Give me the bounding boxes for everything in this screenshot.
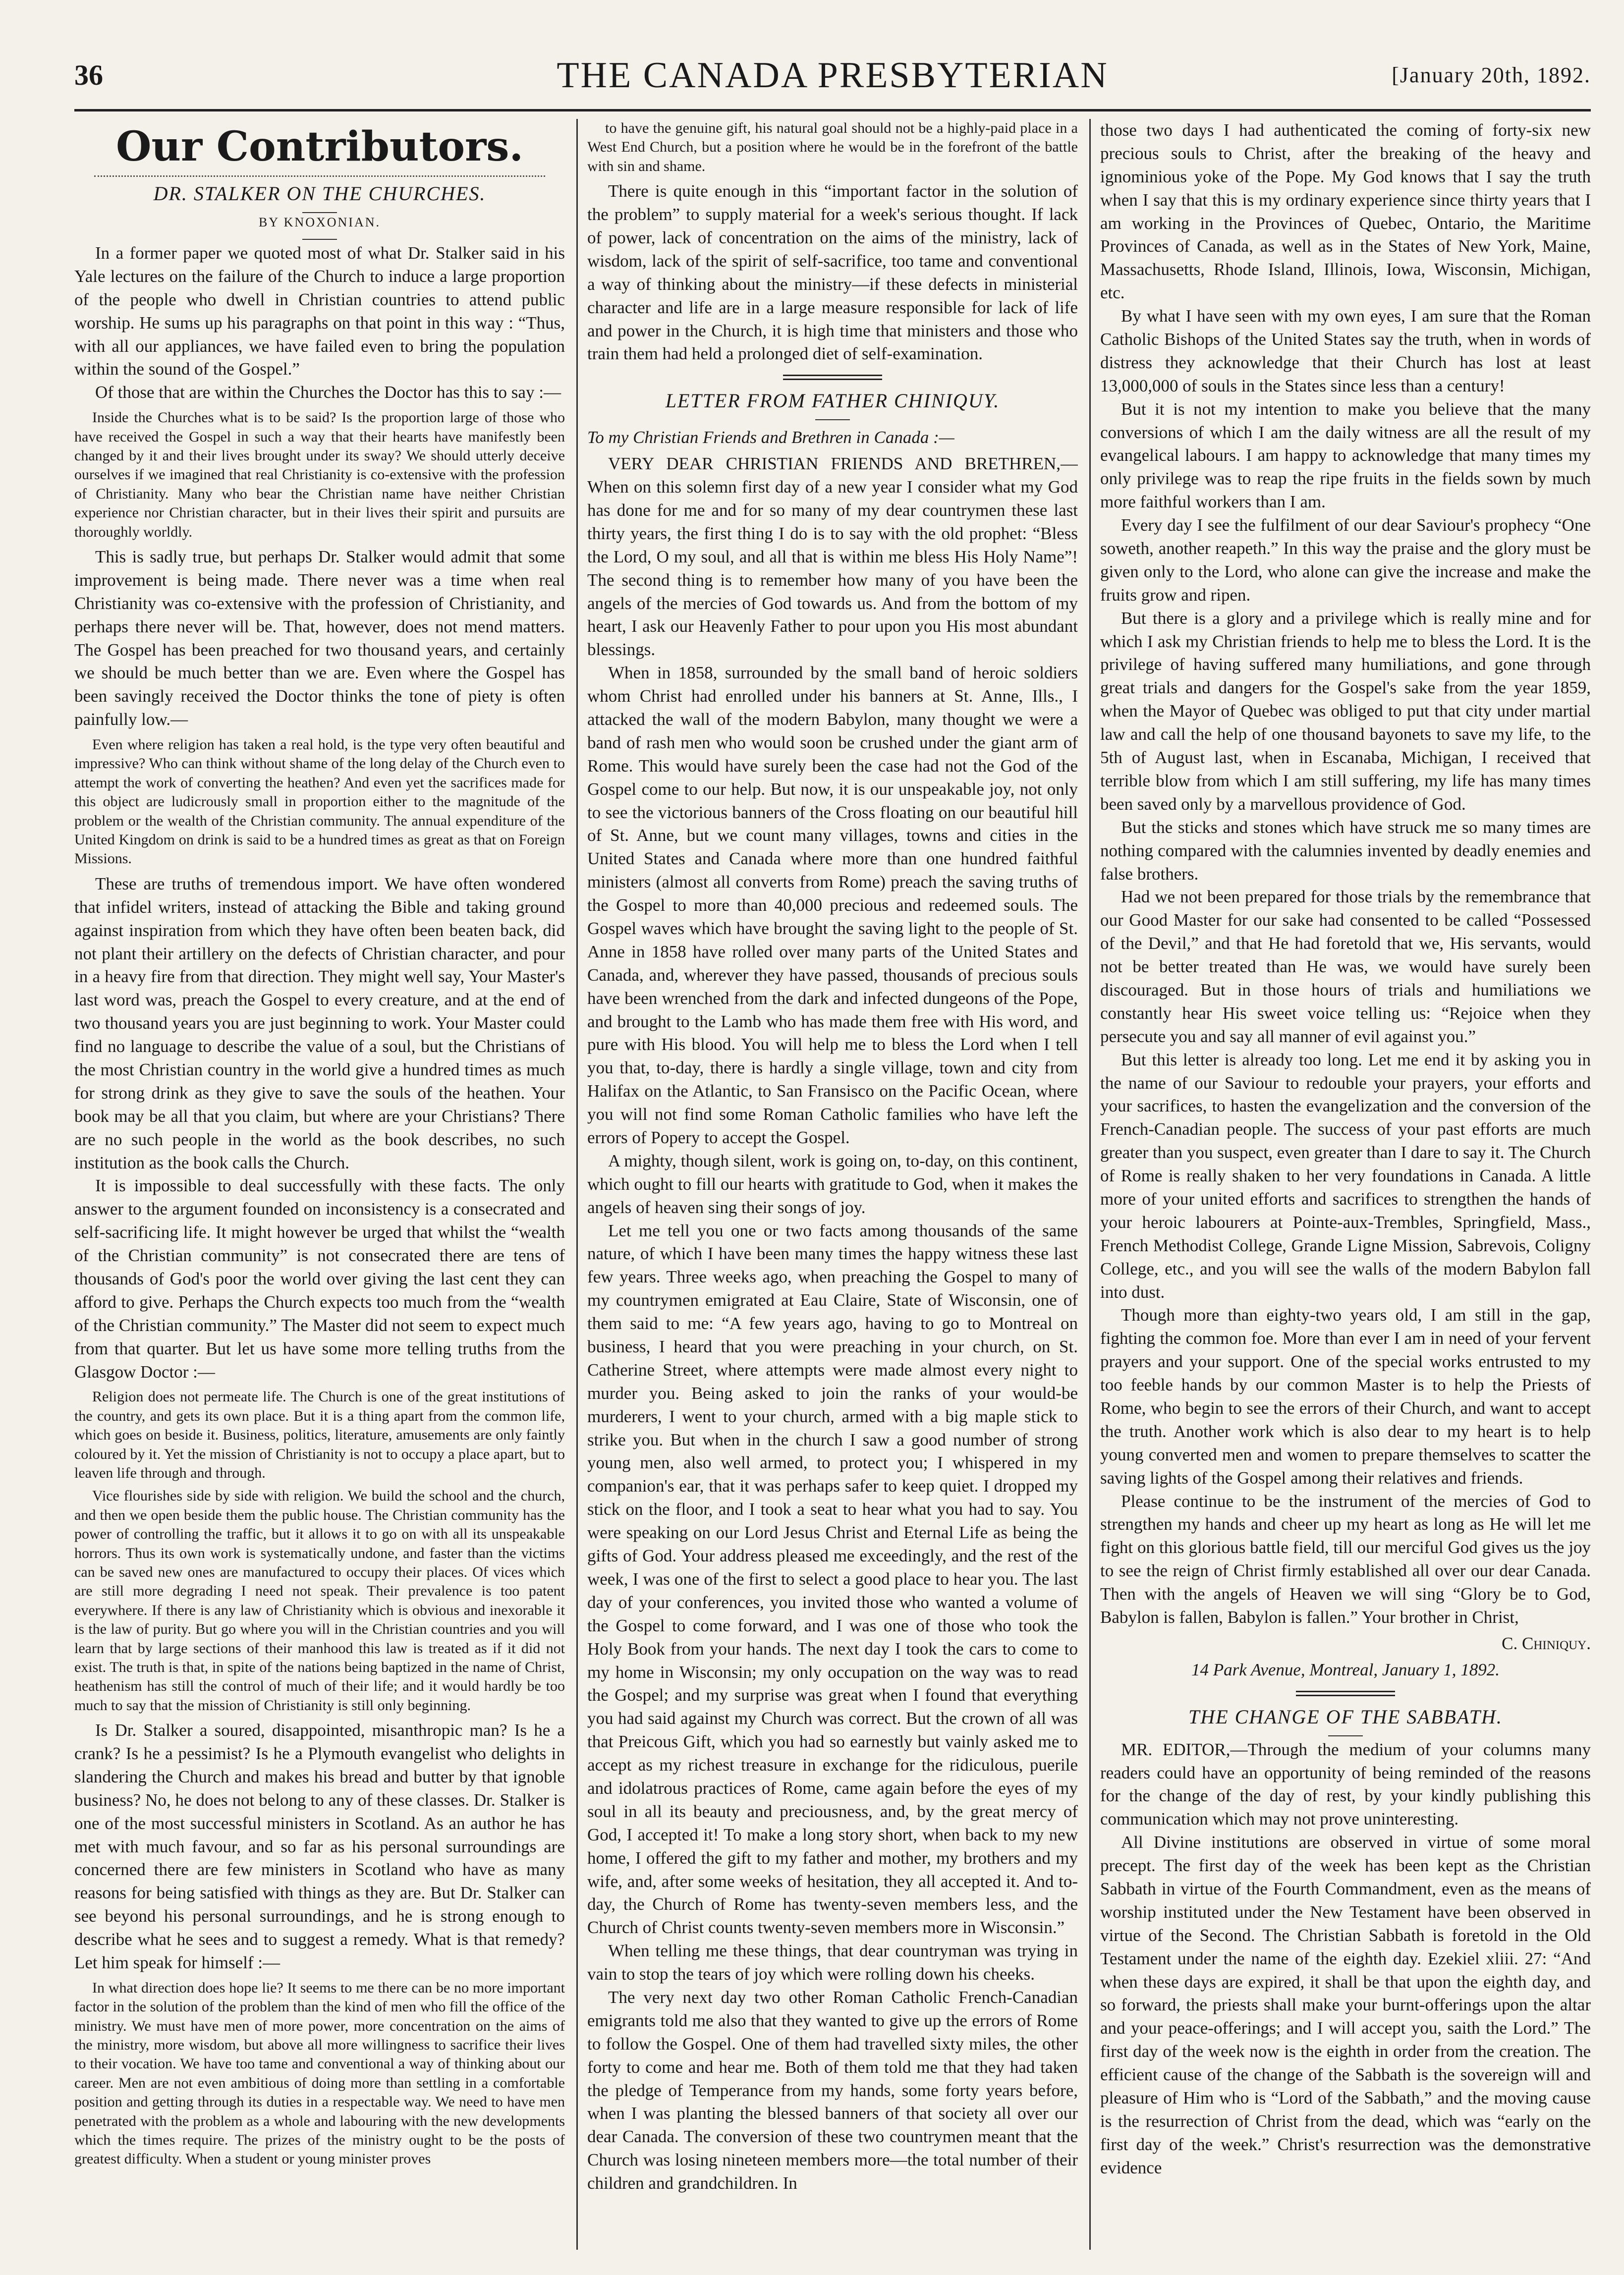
paragraph: Every day I see the fulfilment of our dear Saviour's prophecy “One soweth, another reapeth.” In this way the praise and the glory must be given only to the Lord, who alone can give the increase and make the fruits grow and ripen.: [1100, 515, 1591, 605]
paragraph: There is quite enough in this “important factor in the solution of the problem” to supply material for a week's serious thought. If lack of power, lack of concentration on the aims of the ministry, lack of wisdom, lack of the spirit of self-sacrifice, too tame and conventional a way of thinking about the ministry—if these defects in ministerial character and life are in a large measure responsible for lack of life and power in the Church, it is high time that ministers and those who train them had held a prolonged diet of self-examination.: [587, 181, 1078, 364]
article-title: LETTER FROM FATHER CHINIQUY.: [665, 389, 1000, 412]
paragraph: When telling me these things, that dear countryman was trying in vain to stop the tears of joy which were rolling down his cheeks.: [587, 1941, 1078, 1984]
paragraph: But there is a glory and a privilege which is really mine and for which I ask my Christian friends to help me to bless the Lord. It is the privilege of having suffered many humiliations, and gone through great trials and dangers for the Gospel's sake from the year 1859, when the Mayor of Quebec was obliged to put that city under martial law and call the help of one thousand bayonets to save my life, to the 5th of August last, when in Escanaba, Michigan, I received that terrible blow from which I am still suffering, my life has many times been saved only by a marvellous providence of God.: [1100, 608, 1591, 814]
paragraph: Is Dr. Stalker a soured, disappointed, misanthropic man? Is he a crank? Is he a pessimist? Is he a Plymouth evangelist who delights in slandering the Church and makes his bread and butter by that ignoble business? No, he does not belong to any of these classes. Dr. Stalker is one of the most successful ministers in Scotland. As an author he has met with much favour, and so far as his personal surroundings are concerned there are few ministers in Scotland who have as many reasons for being satisfied with things as they are. But Dr. Stalker can see beyond his personal surroundings, and he is strong enough to describe what he sees and to suggest a remedy. What is that remedy? Let him speak for himself :—: [74, 1720, 565, 1972]
block-quote: to have the genuine gift, his natural goal should not be a highly-paid place in a West End Church, but a position where he would be in the forefront of the battle with sin and shame.: [587, 120, 1078, 174]
column-rule: [576, 119, 578, 2250]
paragraph: A mighty, though silent, work is going on, to-day, on this continent, which ought to fill our hearts with gratitude to God, when it makes the angels of heaven sing their songs of joy.: [587, 1151, 1078, 1217]
paragraph: VERY DEAR CHRISTIAN FRIENDS AND BRETHREN,— When on this solemn first day of a new year I consider what my God has done for me and for so many of my dear countrymen these last thirty years, the first thing I do is to say with the old prophet: “Bless the Lord, O my soul, and all that is within me bless His Holy Name”! The second thing is to remember how many of you have been the angels of the mercies of God towards us. And from the bottom of my heart, I ask our Heavenly Father to pour upon you His most abundant blessings.: [587, 454, 1078, 660]
paragraph: But this letter is already too long. Let me end it by asking you in the name of our Saviour to redouble your prayers, your efforts and your sacrifices, to hasten the evangelization and the conversion of the French-Canadian people. The success of your past efforts are much greater than you suspect, even greater than I dare to say it. The Church of Rome is really shaken to her very foundations in Canada. A little more of your united efforts and sacrifices to strengthen the hands of your heroic labourers at Pointe-aux-Trembles, Springfield, Mass., French Methodist College, Grande Ligne Mission, Sabrevois, Coligny College, etc., and you will see the walls of the modern Babylon fall into dust.: [1100, 1050, 1591, 1302]
article-title: DR. STALKER ON THE CHURCHES.: [153, 182, 486, 205]
paragraph: Had we not been prepared for those trials by the remembrance that our Good Master for our sake had consented to be called “Possessed of the Devil,” and that He had foretold that we, His servants, would not be better treated than He was, we would have surely been discouraged. But in those hours of trials and humiliations we constantly hear His sweet voice telling us: “Rejoice when they persecute you and say all manner of evil against you.”: [1100, 887, 1591, 1046]
signature: C. Chiniquy.: [1502, 1633, 1591, 1653]
paragraph: But the sticks and stones which have struck me so many times are nothing compared with the calumnies invented by deadly enemies and false brothers.: [1100, 817, 1591, 884]
divider: [94, 175, 545, 177]
newspaper-page: [74, 50, 1591, 2250]
paragraph: those two days I had authenticated the coming of forty-six new precious souls to Christ, after the breaking of the heavy and ignominious yoke of the Pope. My God knows that I say the truth when I say that this is my ordinary experience since thirty years that I am working in the Provinces of Quebec, Ontario, the Maritime Provinces of Canada, as well as in the States of New York, Maine, Massachusetts, Rhode Island, Illinois, Iowa, Wisconsin, Michigan, etc.: [1100, 120, 1591, 303]
salutation: To my Christian Friends and Brethren in Canada :—: [587, 428, 954, 447]
paragraph: But it is not my intention to make you believe that the many conversions of which I am the daily witness are all the result of my evangelical labours. I am happy to acknowledge that many times my only privilege was to reap the ripe fruits in the fields sown by much more faithful workers than I am.: [1100, 399, 1591, 512]
columns: [74, 119, 1591, 2250]
newspaper-title: THE CANADA PRESBYTERIAN: [557, 55, 1109, 96]
paragraph: Though more than eighty-two years old, I am still in the gap, fighting the common foe. More than ever I am in need of your fervent prayers and your support. One of the special works entrusted to my too feeble hands by our common Master is to help the Priests of Rome, who begin to see the errors of their Church, and want to accept the truth. Another work which is also dear to my heart is to help young converted men and women to prepare themselves to scatter the saving lights of the Gospel among their relatives and friends.: [1100, 1305, 1591, 1488]
paragraph: It is impossible to deal successfully with these facts. The only answer to the argument founded on inconsistency is a consecrated and self-sacrificing life. It might however be urged that whilst the “wealth of the Christian community” is not consecrated there are tens of thousands of God's poor the world over giving the last cent they can afford to give. Perhaps the Church expects too much from the “wealth of the Christian community.” The Master did not seem to expect much from that quarter. But let us have some more telling truths from the Glasgow Doctor :—: [74, 1176, 565, 1382]
block-quote: Religion does not permeate life. The Church is one of the great institutions of the country, and gets its own place. But it is a thing apart from the common life, which goes on beside it. Business, politics, literature, amusements are only faintly coloured by it. Yet the mission of Christianity is not to occupy a place apart, but to leaven life through and through.: [74, 1388, 565, 1481]
column-1: [74, 119, 565, 2250]
divider: [815, 419, 850, 420]
divider: [1328, 1735, 1363, 1736]
block-quote: In what direction does hope lie? It seems to me there can be no more important factor in the solution of the problem than the kind of men who fill the office of the ministry. We must have men of more power, more concentration on the aims of the ministry, more wisdom, but above all more willingness to sacrifice their lives to their vocation. We have too tame and conventional a way of thinking about our career. Men are not even ambitious of doing more than settling in a comfortable position and getting through its duties in a respectable way. We need to have men penetrated with the problem as a whole and labouring with the new developments which the times require. The prizes of the ministry ought to be the posts of greatest difficulty. When a student or young minister proves: [74, 1979, 565, 2167]
column-3: [1100, 119, 1591, 2250]
article-title: THE CHANGE OF THE SABBATH.: [1188, 1705, 1503, 1728]
column-2: [587, 119, 1078, 2250]
issue-date: [January 20th, 1892.: [1392, 63, 1591, 87]
block-quote: Even where religion has taken a real hold, is the type very often beautiful and impressive? Who can think without shame of the long delay of the Church even to attempt the work of converting the heathen? And even yet the sacrifices made for this object are ludicrously small in proportion either to the magnitude of the problem or the wealth of the Christian community. The annual expenditure of the United Kingdom on drink is said to be a hundred times as great as that on Foreign Missions.: [74, 736, 565, 867]
column-rule: [1089, 119, 1091, 2250]
paragraph: MR. EDITOR,—Through the medium of your columns many readers could have an opportunity of being reminded of the reasons for the change of the day of rest, by your kindly publishing this communication which may not prove uninteresting.: [1100, 1739, 1591, 1829]
page-number: 36: [74, 59, 103, 91]
paragraph: When in 1858, surrounded by the small band of heroic soldiers whom Christ had enrolled under his banners at St. Anne, Ills., I attacked the wall of the modern Babylon, many thought we were a band of rash men who would soon be crushed under the giant arm of Rome. This would have surely been the case had not the God of the Gospel come to our help. But now, it is our unspeakable joy, not only to see the victorious banners of the Cross floating on our beautiful hill of St. Anne, but we count many villages, towns and cities in the United States and Canada where more than one hundred faithful ministers (almost all converts from Rome) preach the saving truths of the Gospel to more than 40,000 precious and redeemed souls. The Gospel waves which have brought the saving light to the people of St. Anne in 1858 have rolled over many parts of the United States and Canada, and, wherever they have passed, thousands of precious souls have been wrenched from the dark and infected dungeons of the Pope, and brought to the Lamb who has made them free with His word, and pure with His blood. You will help me to bless the Lord when I tell you that, to-day, there is hardly a single village, town and city from Halifax on the Atlantic, to San Fransisco on the Pacific Ocean, where you will not find some Roman Catholic families who have left the errors of Popery to accept the Gospel.: [587, 663, 1078, 1148]
masthead: [74, 50, 1591, 111]
paragraph: All Divine institutions are observed in virtue of some moral precept. The first day of the week has been kept as the Christian Sabbath in virtue of the Fourth Commandment, even as the means of worship instituted under the New Testament have been observed in virtue of the Second. The Christian Sabbath is foretold in the Old Testament under the name of the eighth day. Ezekiel xliii. 27: “And when these days are expired, it shall be that upon the eighth day, and so forward, the priests shall make your burnt-offerings upon the altar and your peace-offerings; and I will accept you, saith the Lord.” The first day of the week now is the eighth in order from the creation. The efficient cause of the change of the Sabbath is the sovereign will and pleasure of Him who is “Lord of the Sabbath,” and the moving cause is the resurrection of Christ from the dead, which was “early on the first day of the week.” Christ's resurrection was the demonstrative evidence: [1100, 1832, 1591, 2177]
divider: [302, 212, 337, 213]
address-line: 14 Park Avenue, Montreal, January 1, 1892.: [1191, 1660, 1500, 1679]
divider: [302, 239, 337, 240]
paragraph: Of those that are within the Churches the Doctor has this to say :—: [95, 383, 561, 402]
byline: BY KNOXONIAN.: [258, 215, 381, 229]
section-heading: Our Contributors.: [115, 123, 524, 170]
paragraph: By what I have seen with my own eyes, I am sure that the Roman Catholic Bishops of the United States say the truth, when in words of distress they acknowledge that their Church has lost at least 13,000,000 of souls in the States since less than a century!: [1100, 306, 1591, 395]
block-quote: Inside the Churches what is to be said? Is the proportion large of those who have received the Gospel in such a way that their hearts have manifestly been changed by it and their lives brought under its sway? We should utterly deceive ourselves if we imagined that real Christianity is co-extensive with the profession of Christianity. Many who bear the Christian name have neither Christian experience nor Christian character, but in their lives their spirit and pursuits are thoroughly worldly.: [74, 409, 565, 540]
paragraph: Let me tell you one or two facts among thousands of the same nature, of which I have been many times the happy witness these last few years. Three weeks ago, when preaching the Gospel to many of my countrymen emigrated at Eau Claire, State of Wisconsin, one of them said to me: “A few years ago, having to go to Montreal on business, I heard that you were preaching in your church, on St. Catherine Street, where attempts were made almost every night to murder you. Being asked to join the ranks of your would-be murderers, I went to your church, armed with a big maple stick to strike you. But when in the church I saw a good number of strong young men, also well armed, to protect you; I whispered in my companion's ear, that it was perhaps safer to keep quiet. I dropped my stick on the floor, and I took a seat to hear what you had to say. You were speaking on our Lord Jesus Christ and Eternal Life as being the gifts of God. Your address pleased me exceedingly, and the rest of the week, I was one of the first to select a good place to hear you. The last day of your conferences, you invited those who wanted a volume of the Gospel to come forward, and I was one of those who took the Holy Book from your hands. The next day I took the cars to come to my home in Wisconsin; my only occupation on the way was to read the Gospel; and my surprise was great when I found that everything you had said against my Church was correct. But the crown of all was that Preicous Gift, which you had so earnestly but vainly asked me to accept as my richest treasure in exchange for the ridiculous, puerile and idolatrous practices of Rome, came again before the eyes of my soul in all its beauty and preciousness, and, by the great mercy of God, I accepted it! To make a long story short, when back to my new home, I offered the gift to my father and mother, my brothers and my wife, and, after some weeks of hesitation, they all accepted it. And to-day, the Church of Rome has twenty-seven members less, and the Church of Christ counts twenty-seven members more in Wisconsin.”: [587, 1221, 1078, 1938]
divider: [1296, 1691, 1395, 1696]
divider: [783, 375, 882, 380]
paragraph: These are truths of tremendous import. We have often wondered that infidel writers, instead of attacking the Bible and taking ground against inspiration from which they have often been beaten back, did not plant their artillery on the defects of Christian character, and pour in a heavy fire from that direction. They might well say, Your Master's last word was, preach the Gospel to every creature, and at the end of two thousand years you are just beginning to work. Your Master could find no language to describe the value of a soul, but the Christians of the most Christian country in the world give a hundred times as much for strong drink as they give to save the souls of the heathen. Your book may be all that you claim, but where are your Christians? There are no such people in the world as the book describes, no such institution as the book calls the Church.: [74, 874, 565, 1172]
paragraph: The very next day two other Roman Catholic French-Canadian emigrants told me also that they wanted to give up the errors of Rome to follow the Gospel. One of them had travelled sixty miles, the other forty to come and hear me. Both of them told me that they had taken the pledge of Temperance from my hands, some forty years before, when I was planting the blessed banners of that society all over our dear Canada. The conversion of these two countrymen meant that the Church was losing nineteen members more—the total number of their children and grandchildren. In: [587, 1987, 1078, 2193]
paragraph: In a former paper we quoted most of what Dr. Stalker said in his Yale lectures on the failure of the Church to induce a large proportion of the people who dwell in Christian countries to attend public worship. He sums up his paragraphs on that point in this way : “Thus, with all our appliances, we have failed even to bring the population within the sound of the Gospel.”: [74, 243, 565, 379]
block-quote: Vice flourishes side by side with religion. We build the school and the church, and then we open beside them the public house. The Christian community has the power of controlling the traffic, but it allows it to go on with all its unspeakable horrors. Thus its own work is systematically undone, and faster than the victims can be saved new ones are manufactured to occupy their places. Of vices which are still more degrading I need not speak. Their prevalence is too patent everywhere. If there is any law of Christianity which is obvious and inexorable it is the law of purity. But go where you will in the Christian countries and you will learn that by large sections of their manhood this law is treated as if it did not exist. The truth is that, in spite of the nations being baptized in the name of Christ, heathenism has still the control of much of their life; and it would hardly be too much to say that the mission of Christianity is still only beginning.: [74, 1488, 565, 1714]
paragraph: This is sadly true, but perhaps Dr. Stalker would admit that some improvement is being made. There never was a time when real Christianity was co-extensive with the profession of Christianity, and perhaps there never will be. That, however, does not mend matters. The Gospel has been preached for two thousand years, and certainly we should be much better than we are. Even where the Gospel has been savingly received the Doctor thinks the tone of piety is often painfully low.—: [74, 547, 565, 729]
paragraph: Please continue to be the instrument of the mercies of God to strengthen my hands and cheer up my heart as long as He will let me fight on this glorious battle field, till our merciful God gives us the joy to see the reign of Christ firmly established all over our dear Canada. Then with the angels of Heaven we will sing “Glory be to God, Babylon is fallen, Babylon is fallen.” Your brother in Christ,: [1100, 1491, 1591, 1627]
